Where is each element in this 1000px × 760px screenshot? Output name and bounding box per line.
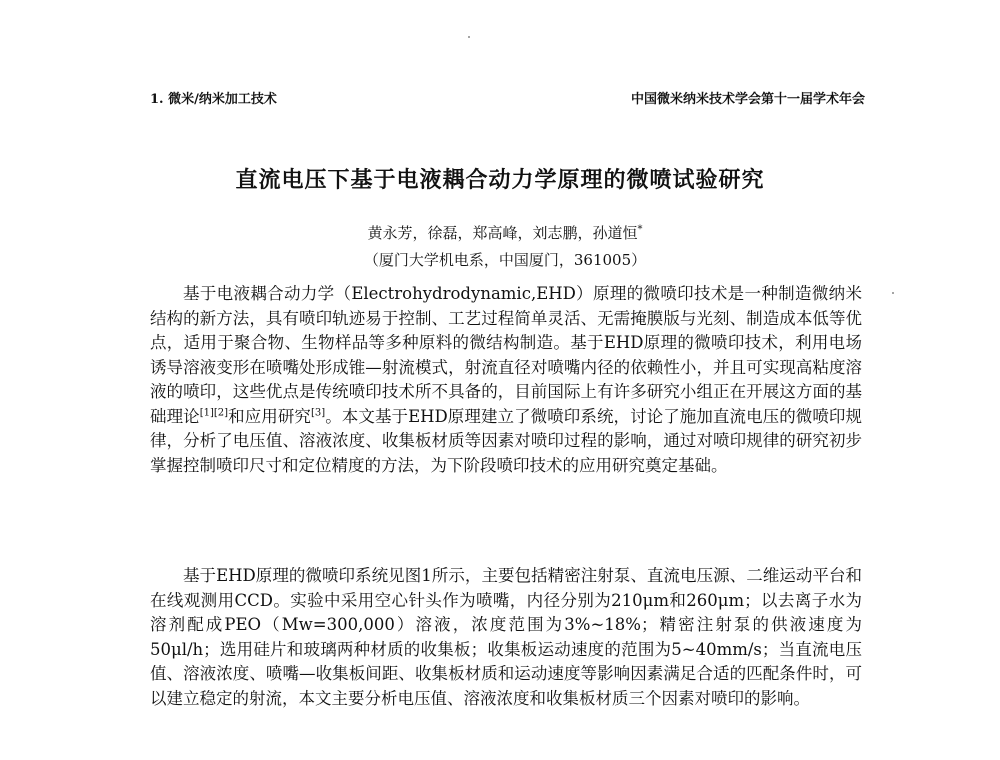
- abstract-paragraph-2: [150, 564, 862, 711]
- author-names: 黄永芳，徐磊，郑高峰，刘志鹏，孙道恒: [367, 224, 638, 242]
- citation-1-2: [1][2]: [199, 407, 229, 418]
- paragraph-1-text-c: 。本文基于EHD原理建立了微喷印系统，讨论了施加直流电压的微喷印规律，分析了电压值、溶液浓度、收集板材质等因素对喷印过程的影响，通过对喷印规律的研究初步掌握控制喷印尺寸和定位精度的方法，为下阶段喷印技术的应用研究奠定基础。: [150, 406, 862, 475]
- affiliation: （厦门大学机电系，中国厦门，361005）: [363, 251, 647, 269]
- abstract-paragraph-1: [150, 282, 862, 478]
- citation-3: [3]: [310, 407, 326, 418]
- paragraph-2-text: 基于EHD原理的微喷印系统见图1所示，主要包括精密注射泵、直流电压源、二维运动平台和在线观测用CCD。实验中采用空心针头作为喷嘴，内径分别为210μm和260μm；以去离子水为溶剂配成PEO（Mw=300,000）溶液，浓度范围为3%~18%；精密注射泵的供液速度为50μl/h；选用硅片和玻璃两种材质的收集板；收集板运动速度的范围为5~40mm/s；当直流电压值、溶液浓度、喷嘴—收集板间距、收集板材质和运动速度等影响因素满足合适的匹配条件时，可以建立稳定的射流，本文主要分析电压值、溶液浓度和收集板材质三个因素对喷印的影响。: [150, 566, 862, 708]
- conference-name: 中国微米纳米技术学会第十一届学术年会: [630, 92, 865, 107]
- paragraph-1-text-a: 基于电液耦合动力学（Electrohydrodynamic,EHD）原理的微喷印技术是一种制造微纳米结构的新方法，具有喷印轨迹易于控制、工艺过程简单灵活、无需掩膜版与光刻、制造成本低等优点，适用于聚合物、生物样品等多种原料的微结构制造。基于EHD原理的微喷印技术，利用电场诱导溶液变形在喷嘴处形成锥—射流模式，射流直径对喷嘴内径的依赖性小，并且可实现高粘度溶液的喷印，这些优点是传统喷印技术所不具备的，目前国际上有许多研究小组正在开展这方面的基础理论: [150, 284, 862, 426]
- running-header: [150, 88, 865, 108]
- author-list: [0, 222, 1000, 243]
- paper-title: 直流电压下基于电液耦合动力学原理的微喷试验研究: [235, 168, 765, 193]
- paragraph-1-text-b: 和应用研究: [228, 406, 311, 426]
- corresponding-author-mark: *: [637, 224, 643, 235]
- section-label: 1. 微米/纳米加工技术: [150, 92, 277, 107]
- scan-speck: [468, 36, 470, 38]
- scan-speck: [892, 292, 894, 294]
